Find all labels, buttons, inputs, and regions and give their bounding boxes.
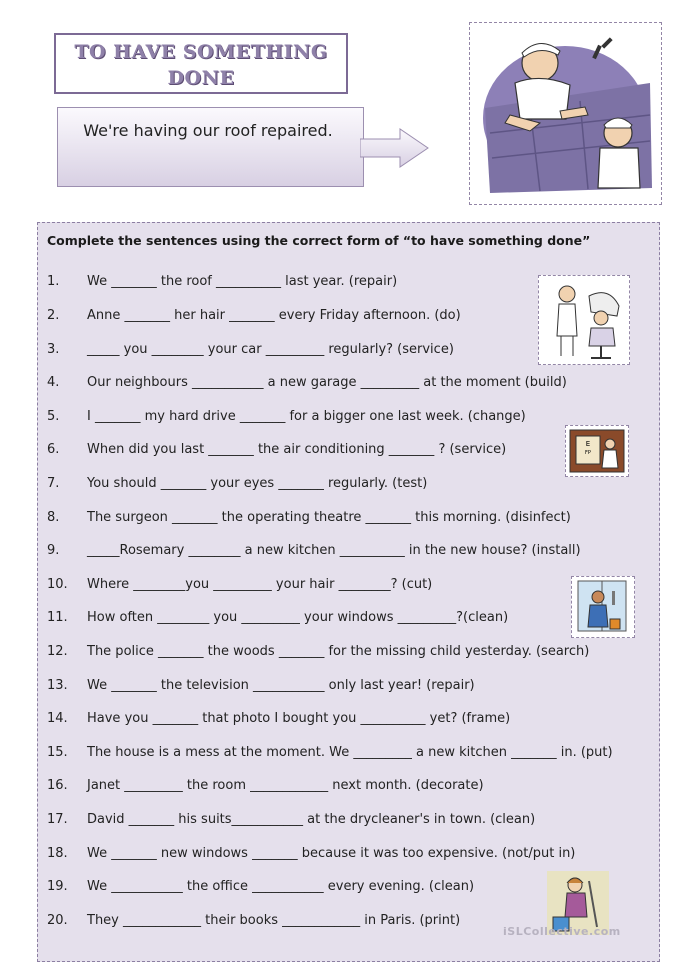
question-20 [47, 913, 460, 928]
question-number: 18. [47, 846, 68, 861]
question-text: When did you last _______ the air conditioning _______ ? (service) [87, 442, 507, 457]
question-number: 12. [47, 644, 68, 659]
example-box [57, 107, 364, 187]
title-line-1: TO HAVE SOMETHING [74, 41, 328, 63]
question-text: Our neighbours ___________ a new garage _________ at the moment (build) [87, 375, 567, 390]
question-number: 3. [47, 342, 60, 357]
question-7 [47, 476, 427, 491]
question-2 [47, 308, 461, 323]
worksheet-title [54, 33, 348, 94]
question-number: 6. [47, 442, 60, 457]
question-14 [47, 711, 510, 726]
roofer-illustration [469, 22, 662, 205]
question-17 [47, 812, 535, 827]
question-18 [47, 846, 575, 861]
question-text: The house is a mess at the moment. We _________ a new kitchen _______ in. (put) [87, 745, 613, 760]
question-text: They ____________ their books ____________ in Paris. (print) [87, 913, 461, 928]
question-text: Janet _________ the room ____________ next month. (decorate) [87, 778, 484, 793]
question-number: 1. [47, 274, 60, 289]
question-9 [47, 543, 581, 558]
question-number: 13. [47, 678, 68, 693]
question-number: 17. [47, 812, 68, 827]
question-text: We _______ the roof __________ last year. (repair) [87, 274, 398, 289]
eye-test-illustration [565, 425, 629, 477]
watermark: iSLCollective.com [503, 925, 621, 938]
question-text: You should _______ your eyes _______ regularly. (test) [87, 476, 428, 491]
question-16 [47, 778, 484, 793]
question-12 [47, 644, 589, 659]
svg-text:E: E [585, 440, 591, 448]
question-text: We _______ the television ___________ only last year! (repair) [87, 678, 475, 693]
question-number: 5. [47, 409, 60, 424]
question-4 [47, 375, 567, 390]
question-5 [47, 409, 526, 424]
question-13 [47, 678, 475, 693]
question-text: _____Rosemary ________ a new kitchen __________ in the new house? (install) [87, 543, 581, 558]
instruction-text: Complete the sentences using the correct form of “to have something done” [47, 233, 591, 248]
question-number: 15. [47, 745, 68, 760]
hairdresser-illustration [538, 275, 630, 365]
question-text: How often ________ you _________ your windows _________?(clean) [87, 610, 509, 625]
question-3 [47, 342, 454, 357]
question-text: I _______ my hard drive _______ for a bigger one last week. (change) [87, 409, 526, 424]
question-10 [47, 577, 432, 592]
question-8 [47, 510, 571, 525]
question-number: 2. [47, 308, 60, 323]
question-text: We ___________ the office ___________ every evening. (clean) [87, 879, 475, 894]
question-text: The police _______ the woods _______ for the missing child yesterday. (search) [87, 644, 590, 659]
question-number: 9. [47, 543, 60, 558]
question-text: The surgeon _______ the operating theatre _______ this morning. (disinfect) [87, 510, 571, 525]
question-6 [47, 442, 506, 457]
question-1 [47, 274, 397, 289]
question-number: 10. [47, 577, 68, 592]
question-text: Have you _______ that photo I bought you __________ yet? (frame) [87, 711, 511, 726]
question-15 [47, 745, 613, 760]
question-number: 16. [47, 778, 68, 793]
question-text: David _______ his suits___________ at the drycleaner's in town. (clean) [87, 812, 536, 827]
example-sentence: We're having our roof repaired. [83, 121, 333, 140]
question-11 [47, 610, 508, 625]
question-number: 14. [47, 711, 68, 726]
question-text: We _______ new windows _______ because it was too expensive. (not/put in) [87, 846, 576, 861]
question-text: Where ________you _________ your hair ________? (cut) [87, 577, 433, 592]
window-cleaner-illustration [571, 576, 635, 638]
question-number: 4. [47, 375, 60, 390]
question-text: _____ you ________ your car _________ regularly? (service) [87, 342, 454, 357]
question-number: 8. [47, 510, 60, 525]
question-number: 7. [47, 476, 60, 491]
question-19 [47, 879, 474, 894]
question-number: 20. [47, 913, 68, 928]
question-text: Anne _______ her hair _______ every Friday afternoon. (do) [87, 308, 461, 323]
svg-text:FP: FP [585, 450, 591, 456]
title-line-2: DONE [167, 67, 235, 89]
question-number: 19. [47, 879, 68, 894]
arrow-right-icon [360, 127, 430, 169]
question-number: 11. [47, 610, 68, 625]
